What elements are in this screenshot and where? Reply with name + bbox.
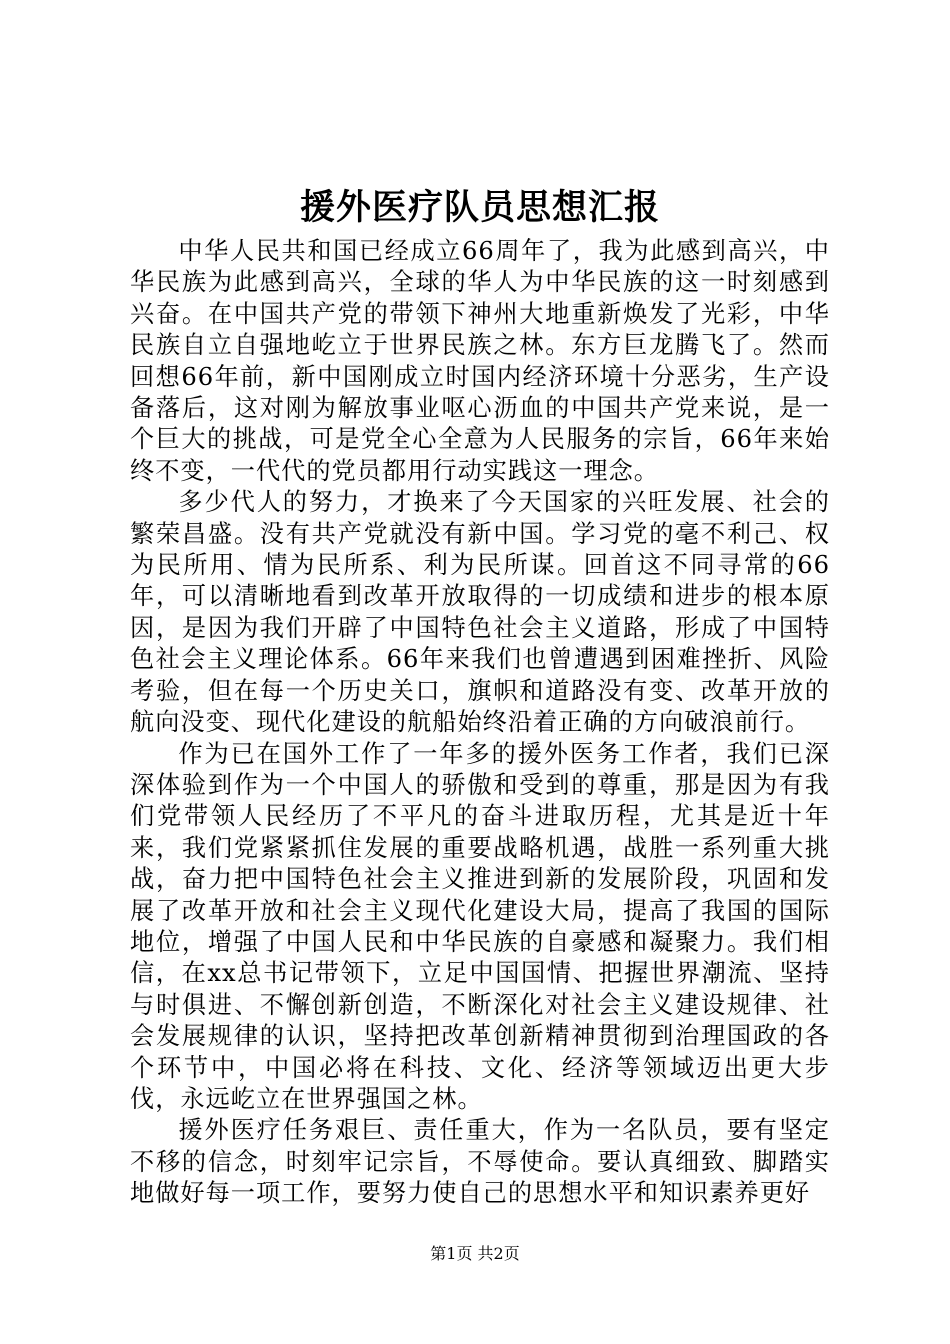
- page-number-footer: 第1页 共2页: [430, 1244, 520, 1263]
- paragraph-2: 多少代人的努力，才换来了今天国家的兴旺发展、社会的繁荣昌盛。没有共产党就没有新中国。学习党的毫不利己、权为民所用、情为民所系、利为民所谋。回首这不同寻常的66年，可以清晰地看到改革开放取得的一切成绩和进步的根本原因，是因为我们开辟了中国特色社会主义道路，形成了中国特色社会主义理论体系。66年来我们也曾遭遇到困难挫折、风险考验，但在每一个历史关口，旗帜和道路没有变、改革开放的航向没变、现代化建设的航船始终沿着正确的方向破浪前行。: [130, 488, 830, 737]
- document-title: 援外医疗队员思想汇报: [299, 187, 660, 228]
- document-body: [130, 236, 830, 1210]
- paragraph-4: 援外医疗任务艰巨、责任重大，作为一名队员，要有坚定不移的信念，时刻牢记宗旨，不辱使命。要认真细致、脚踏实地做好每一项工作，要努力使自己的思想水平和知识素养更好: [130, 1116, 830, 1208]
- paragraph-1: 中华人民共和国已经成立66周年了，我为此感到高兴，中华民族为此感到高兴，全球的华人为中华民族的这一时刻感到兴奋。在中国共产党的带领下神州大地重新焕发了光彩，中华民族自立自强地屹立于世界民族之林。东方巨龙腾飞了。然而回想66年前，新中国刚成立时国内经济环境十分恶劣，生产设备落后，这对刚为解放事业呕心沥血的中国共产党来说，是一个巨大的挑战，可是党全心全意为人民服务的宗旨，66年来始终不变，一代代的党员都用行动实践这一理念。: [130, 237, 830, 485]
- paragraph-3: 作为已在国外工作了一年多的援外医务工作者，我们已深深体验到作为一个中国人的骄傲和受到的尊重，那是因为有我们党带领人民经历了不平凡的奋斗进取历程，尤其是近十年来，我们党紧紧抓住发展的重要战略机遇，战胜一系列重大挑战，奋力把中国特色社会主义推进到新的发展阶段，巩固和发展了改革开放和社会主义现代化建设大局，提高了我国的国际地位，增强了中国人民和中华民族的自豪感和凝聚力。我们相信，在xx总书记带领下，立足中国国情、把握世界潮流、坚持与时俱进、不懈创新创造，不断深化对社会主义建设规律、社会发展规律的认识，坚持把改革创新精神贯彻到治理国政的各个环节中，中国必将在科技、文化、经济等领域迈出更大步伐，永远屹立在世界强国之林。: [130, 739, 830, 1113]
